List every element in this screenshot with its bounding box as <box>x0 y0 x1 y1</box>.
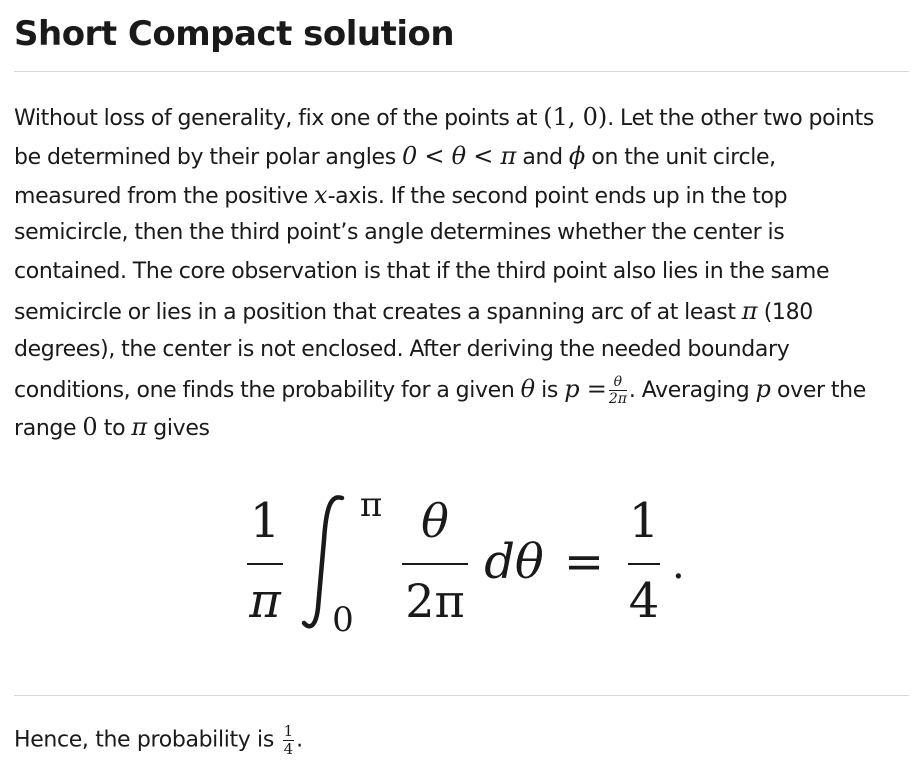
solution-paragraph <box>14 98 914 447</box>
section-divider <box>14 695 909 696</box>
text-run: be determined by their polar angles <box>14 144 402 170</box>
math-theta: θ <box>520 374 536 403</box>
fraction-denominator: 2π <box>608 391 627 408</box>
text-run: measured from the positive <box>14 183 315 209</box>
math-inequality: 0 < θ < π <box>401 141 517 170</box>
inner-numerator: θ <box>421 494 449 548</box>
inline-fraction <box>283 724 295 757</box>
equals-sign: = <box>563 534 605 590</box>
outer-denominator: π <box>249 573 281 629</box>
result-denominator: 4 <box>628 573 660 629</box>
math-p: p <box>755 374 771 403</box>
title-divider <box>14 71 909 72</box>
result-numerator: 1 <box>628 493 660 549</box>
paragraph-line: semicircle, then the third point’s angle determines whether the center is <box>14 220 785 246</box>
text-run: Hence, the probability is <box>14 727 281 753</box>
text-run: semicircle or lies in a position that creates a spanning arc of at least <box>14 299 742 325</box>
text-run: Without loss of generality, fix one of the points at <box>14 106 544 131</box>
paragraph-line <box>14 408 914 447</box>
paragraph-line <box>14 370 914 409</box>
text-run: to <box>97 416 132 442</box>
math-p-equals: p = <box>564 374 607 403</box>
page-title: Short Compact solution <box>14 14 455 54</box>
display-equation <box>230 480 700 640</box>
paragraph-line <box>14 137 914 176</box>
math-x: x <box>314 180 328 209</box>
text-run: gives <box>147 416 210 442</box>
text-run: on the unit circle, <box>585 144 776 170</box>
text-run: over the <box>770 377 866 403</box>
text-run: range <box>14 416 83 442</box>
equation-svg <box>230 480 700 640</box>
integral-lower-limit: 0 <box>332 600 354 640</box>
inner-denominator: 2π <box>405 574 465 628</box>
math-phi: ϕ <box>568 141 586 170</box>
equation-period: . <box>672 542 685 588</box>
integral-upper-limit: π <box>359 485 383 525</box>
paragraph-line <box>14 98 914 137</box>
math-pi: π <box>131 413 148 442</box>
text-run: . Let the other two points <box>607 106 875 131</box>
paragraph-line <box>14 292 914 331</box>
conclusion-line <box>14 724 303 757</box>
inline-fraction <box>609 375 627 406</box>
text-run: conditions, one finds the probability for a given <box>14 377 521 403</box>
text-run: . Averaging <box>628 377 756 403</box>
text-run: and <box>516 144 569 170</box>
math-point: (1, 0) <box>543 103 608 131</box>
paragraph-line: degrees), the center is not enclosed. After deriving the needed boundary <box>14 336 790 362</box>
fraction-numerator: θ <box>609 375 627 391</box>
paragraph-line: contained. The core observation is that if the third point also lies in the same <box>14 259 830 285</box>
text-run: . <box>296 727 303 753</box>
fraction-denominator: 4 <box>283 740 294 758</box>
paragraph-line <box>14 176 914 215</box>
outer-numerator: 1 <box>249 493 281 549</box>
text-run: (180 <box>757 299 813 325</box>
text-run: -axis. If the second point ends up in the top <box>327 183 788 209</box>
math-pi: π <box>741 296 758 325</box>
math-zero: 0 <box>82 413 98 442</box>
fraction-numerator: 1 <box>283 722 294 740</box>
text-run: is <box>535 377 565 403</box>
differential: dθ <box>484 534 544 590</box>
